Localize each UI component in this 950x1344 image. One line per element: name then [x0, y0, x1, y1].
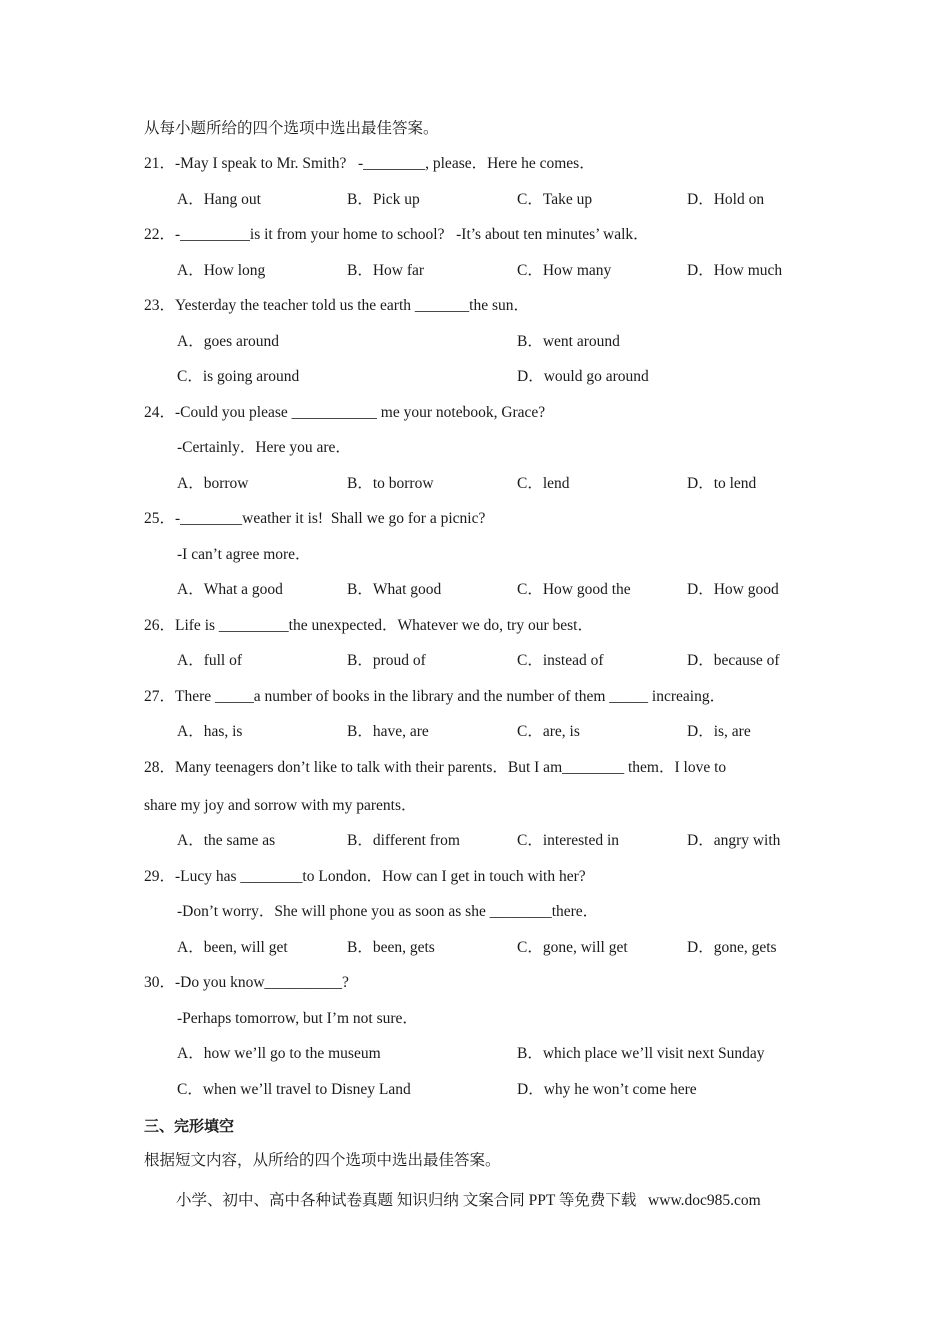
question-23-option-a: A．goes around [177, 333, 280, 350]
question-26-stem: 26．Life is _________the unexpected．Whatever we do, try our best． [144, 617, 593, 634]
question-22-option-d: D．How much [687, 262, 783, 279]
question-28-option-c: C．interested in [517, 832, 620, 849]
question-27-option-a: A．has, is [177, 723, 243, 740]
question-29-option-d: D．gone, gets [687, 939, 777, 956]
question-25-stem: 25．-________weather it is! Shall we go for a picnic? [144, 510, 486, 527]
question-26-option-c: C．instead of [517, 652, 604, 669]
question-21-option-a: A．Hang out [177, 191, 261, 208]
question-25-option-b: B．What good [347, 581, 442, 598]
question-29-stem: 29．-Lucy has ________to London．How can I get in touch with her? [144, 868, 586, 885]
question-22-option-c: C．How many [517, 262, 612, 279]
question-26-option-b: B．proud of [347, 652, 426, 669]
question-25-reply: -I can’t agree more． [177, 546, 311, 563]
question-27-option-d: D．is, are [687, 723, 751, 740]
question-21-option-d: D．Hold on [687, 191, 765, 208]
question-22-stem: 22．-_________is it from your home to school? -It’s about ten minutes’ walk． [144, 226, 649, 243]
question-22-option-a: A．How long [177, 262, 266, 279]
page-footer: 小学、初中、高中各种试卷真题 知识归纳 文案合同 PPT 等免费下载 www.doc985.com [176, 1192, 761, 1209]
question-29-reply: -Don’t worry．She will phone you as soon as she ________there． [177, 903, 599, 920]
question-29-option-c: C．gone, will get [517, 939, 628, 956]
question-29-option-b: B．been, gets [347, 939, 435, 956]
question-30-reply: -Perhaps tomorrow, but I’m not sure． [177, 1010, 418, 1027]
question-24-option-b: B．to borrow [347, 475, 434, 492]
question-21-option-b: B．Pick up [347, 191, 420, 208]
question-23-option-c: C．is going around [177, 368, 300, 385]
question-27-option-b: B．have, are [347, 723, 429, 740]
question-27-stem: 27．There _____a number of books in the library and the number of them _____ increaing． [144, 688, 726, 705]
question-23-option-b: B．went around [517, 333, 620, 350]
question-24-stem: 24．-Could you please ___________ me your notebook, Grace? [144, 404, 546, 421]
question-28-option-d: D．angry with [687, 832, 781, 849]
question-25-option-d: D．How good [687, 581, 779, 598]
question-30-option-d: D．why he won’t come here [517, 1081, 697, 1098]
question-28-stem: 28．Many teenagers don’t like to talk with their parents．But I am________ them．I love to [144, 759, 727, 776]
question-25-option-c: C．How good the [517, 581, 631, 598]
question-25-option-a: A．What a good [177, 581, 283, 598]
question-24-option-a: A．borrow [177, 475, 249, 492]
question-30-option-c: C．when we’ll travel to Disney Land [177, 1081, 411, 1098]
question-24-option-d: D．to lend [687, 475, 757, 492]
question-26-option-d: D．because of [687, 652, 780, 669]
question-27-option-c: C．are, is [517, 723, 580, 740]
question-29-option-a: A．been, will get [177, 939, 288, 956]
question-24-option-c: C．lend [517, 475, 570, 492]
question-23-option-d: D．would go around [517, 368, 649, 385]
question-23-stem: 23．Yesterday the teacher told us the earth _______the sun． [144, 297, 529, 314]
section-title: 三、完形填空 [144, 1117, 235, 1135]
question-28-stem-continued: share my joy and sorrow with my parents． [144, 797, 417, 814]
question-28-option-a: A．the same as [177, 832, 276, 849]
question-28-option-b: B．different from [347, 832, 460, 849]
question-30-option-a: A．how we’ll go to the museum [177, 1045, 381, 1062]
question-30-stem: 30．-Do you know__________? [144, 974, 349, 991]
question-24-reply: -Certainly．Here you are． [177, 439, 351, 456]
question-21-stem: 21．-May I speak to Mr. Smith? -________, please．Here he comes． [144, 155, 595, 172]
question-21-option-c: C．Take up [517, 191, 593, 208]
question-30-option-b: B．which place we’ll visit next Sunday [517, 1045, 765, 1062]
instruction-text: 从每小题所给的四个选项中选出最佳答案。 [144, 120, 439, 137]
section-instruction: 根据短文内容，从所给的四个选项中选出最佳答案。 [144, 1152, 501, 1169]
question-22-option-b: B．How far [347, 262, 425, 279]
question-26-option-a: A．full of [177, 652, 243, 669]
